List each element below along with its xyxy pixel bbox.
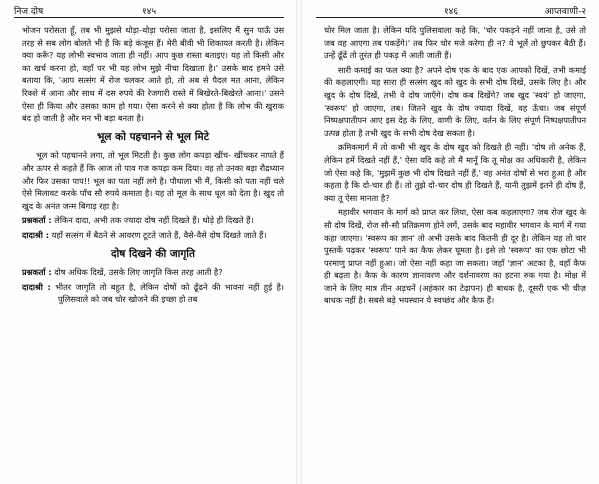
right-paragraph-1: चोर मिल जाता है। लेकिन यदि पुलिसवाला कहे कि, 'चोर पकड़ने नहीं जाना है, उसे तो जब वह आएगा तब पकड़ेंगे।' तब फिर चोर मजे करेगा ही न? ये भूलें तो छुपकर बैठी हैं। उन्हें ढूँढें तो तुरंत ही पकड़ में आती जाती हैं। [324, 25, 586, 61]
left-page-body [22, 24, 284, 480]
section-heading-2: दोष दिखने की जागृति [111, 247, 195, 260]
right-paragraph-2: सारी कमाई का फल क्या है? अपने दोष एक के बाद एक आपको दिखें, तभी कमाई की कहलाएगी। यह सारा ही सत्संग खुद को खुद के सभी दोष दिखें, उसके लिए है। और खुद के दोष दिखें, तभी वे दोष जाएँगे। दोष कब दिखेंगे? जब खुद 'स्वयं' हो जाएगा, 'स्वरूप' हो जाएगा, तब। जितने खुद के दोष ज्यादा दिखें, वह ऊँचा। जब संपूर्ण निष्पक्षपातीपन आए इस देह के लिए, वाणी के लिए, वर्तन के लिए संपूर्ण निष्पक्षपातीपन उत्पन्न होता है तभी खुद के सभी दोष देख सकता है। [324, 64, 586, 138]
question-2-text: दोष अधिक दिखें, उसके लिए जागृति किस तरह आती है? [54, 267, 223, 278]
left-page-header [14, 2, 284, 18]
right-paragraph-4: महावीर भगवान के मार्ग को प्राप्त कर लिया, ऐसा कब कहलाएगा? जब रोज खुद के सौ दोष दिखें, रोज सौ-सौ प्रतिक्रमण होने लगें, उसके बाद महावीर भगवान के मार्ग में गया कहा जाएगा। 'स्वरूप का ज्ञान' तो अभी उसके बाद कितनी ही दूर है। लेकिन यह तो चार पुस्तकें पढ़कर 'स्वरूप' पाने का कैफ लेकर घूमता है। इसे तो 'स्वरूप' का एक छोटा भी परमाणु प्राप्त नहीं हुआ। जो ऐसा नहीं कहा जा सकता। जहाँ 'ज्ञान' अटका है, वहाँ कैफ ही बढ़ता है। कैफ के कारण ज्ञानावरण और दर्शनावरण का हटना रुक गया है। मोक्ष में जाने के लिए मात्र तीन अड़चनें (अहंकार का टेढ़ापन) ही बाधक है, दूसरी एक भी चीज़ बाधक नहीं है। सबसे बड़े भयस्थान ये स्वच्छंद और कैफ हैं। [324, 207, 586, 306]
question-1 [22, 214, 284, 227]
answer-2-text: भीतर जागृति तो बहुत है, लेकिन दोषों को ढूँढने की भावना नहीं हुई है। पुलिसवाले को जब चोर खोजने की इच्छा हो तब [55, 281, 285, 305]
left-paragraph-2: भूल को पहचानने लगा, तो भूल मिटती है। कुछ लोग कपड़ा खींच- खींचकर नापते हैं और ऊपर से कहते हैं कि आज तो पाव गज कपड़ा कम दिया। वह तो उनका बड़ा रौद्रध्यान और फिर उसका पाप!! भूल का पता नहीं लगे है। पौधाला भी मैं, किसी को पता नहीं चले ऐसे मिलावट करके पाँच सौ रुपये कमाता है। यह तो मूल के साथ धूल को देता है। खुद तो खुद के अनंत जन्म बिगाड़ रहा है। [22, 150, 284, 211]
right-page-body [324, 24, 586, 480]
dadashri-label-2: दादाश्री : [22, 281, 51, 292]
right-header-rule [316, 17, 586, 18]
right-header-title: आप्तवाणी-२ [544, 7, 586, 17]
section-heading-1: भूल को पहचानने से भूल मिटे [96, 130, 210, 143]
answer-2 [22, 281, 284, 306]
question-2 [22, 266, 284, 279]
answer-1 [22, 229, 284, 242]
question-1-text: लेकिन दादा, अभी तक ज्यादा दोष नहीं दिखते हैं। थोड़े ही दिखते हैं। [54, 215, 254, 226]
questioner-label-2: प्रश्नकर्ता : [22, 267, 52, 278]
left-paragraph-1: भोजन परोसता हूँ, तब भी मुझसे थोड़ा-थोड़ा परोसा जाता है, इसलिए मैं सुन पाऊँ उस तरह से सब लोग बोलते भी हैं कि बड़े कंजूस हैं। मेरी बीवी भी शिकायत करती है। लेकिन क्या करूँ? यह लोभी स्वभाव जाता ही नहीं। आप कुछ रास्ता बताइए। यह तो किसी और का खर्च करना हो, वहाँ पर भी यह लोभ मुझे नीचा दिखाता है।' उसके बाद हमने उसे बताया कि, 'आप सत्संग में रोज चलकर आते हो, तो अब से पैदल मत आना, लेकिन रिक्शे में आना और साथ में दस रुपये की रेजगारी रास्ते में बिखेरते-बिखेरते आना।' उसने ऐसा ही किया और उसका काम हो गया। ऐसा करने से क्या होता है कि लोभ की खुराक बंद हो जाती है और मन भी बड़ा बनता है। [22, 25, 284, 124]
right-paragraph-3: क्रमिकमार्ग में तो कभी भी खुद के दोष खुद को दिखते ही नहीं। 'दोष तो अनेक हैं, लेकिन हमें दिखते नहीं हैं,' ऐसा यदि कहे तो मैं मानूँ कि तू मोक्ष का अधिकारी है, लेकिन जो ऐसा कहे कि, 'मुझमें कुछ भी दोष दिखते नहीं हैं,' वह अनंत दोषों से भरा हुआ है और कहता है कि दो-चार ही हैं। तो तुझे दो-चार दोष ही दिखते हैं, यानी तुझमें इतने ही दोष हैं, क्या तू ऐसा मानता है? [324, 142, 586, 203]
right-page-header [316, 2, 586, 18]
answer-1-text: यहाँ सत्संग में बैठने से आवरण टूटते जाते हैं, वैसे-वैसे दोष दिखते जाते हैं। [51, 229, 267, 240]
left-page [8, 0, 290, 484]
left-page-number: १४५ [141, 7, 157, 17]
right-page-number: १४६ [443, 7, 459, 17]
right-page [310, 0, 592, 484]
left-header-title: निज दोष [14, 7, 44, 17]
dadashri-label-1: दादाश्री : [22, 229, 49, 240]
book-gutter [296, 0, 302, 484]
questioner-label-1: प्रश्नकर्ता : [22, 215, 52, 226]
left-header-rule [14, 17, 284, 18]
